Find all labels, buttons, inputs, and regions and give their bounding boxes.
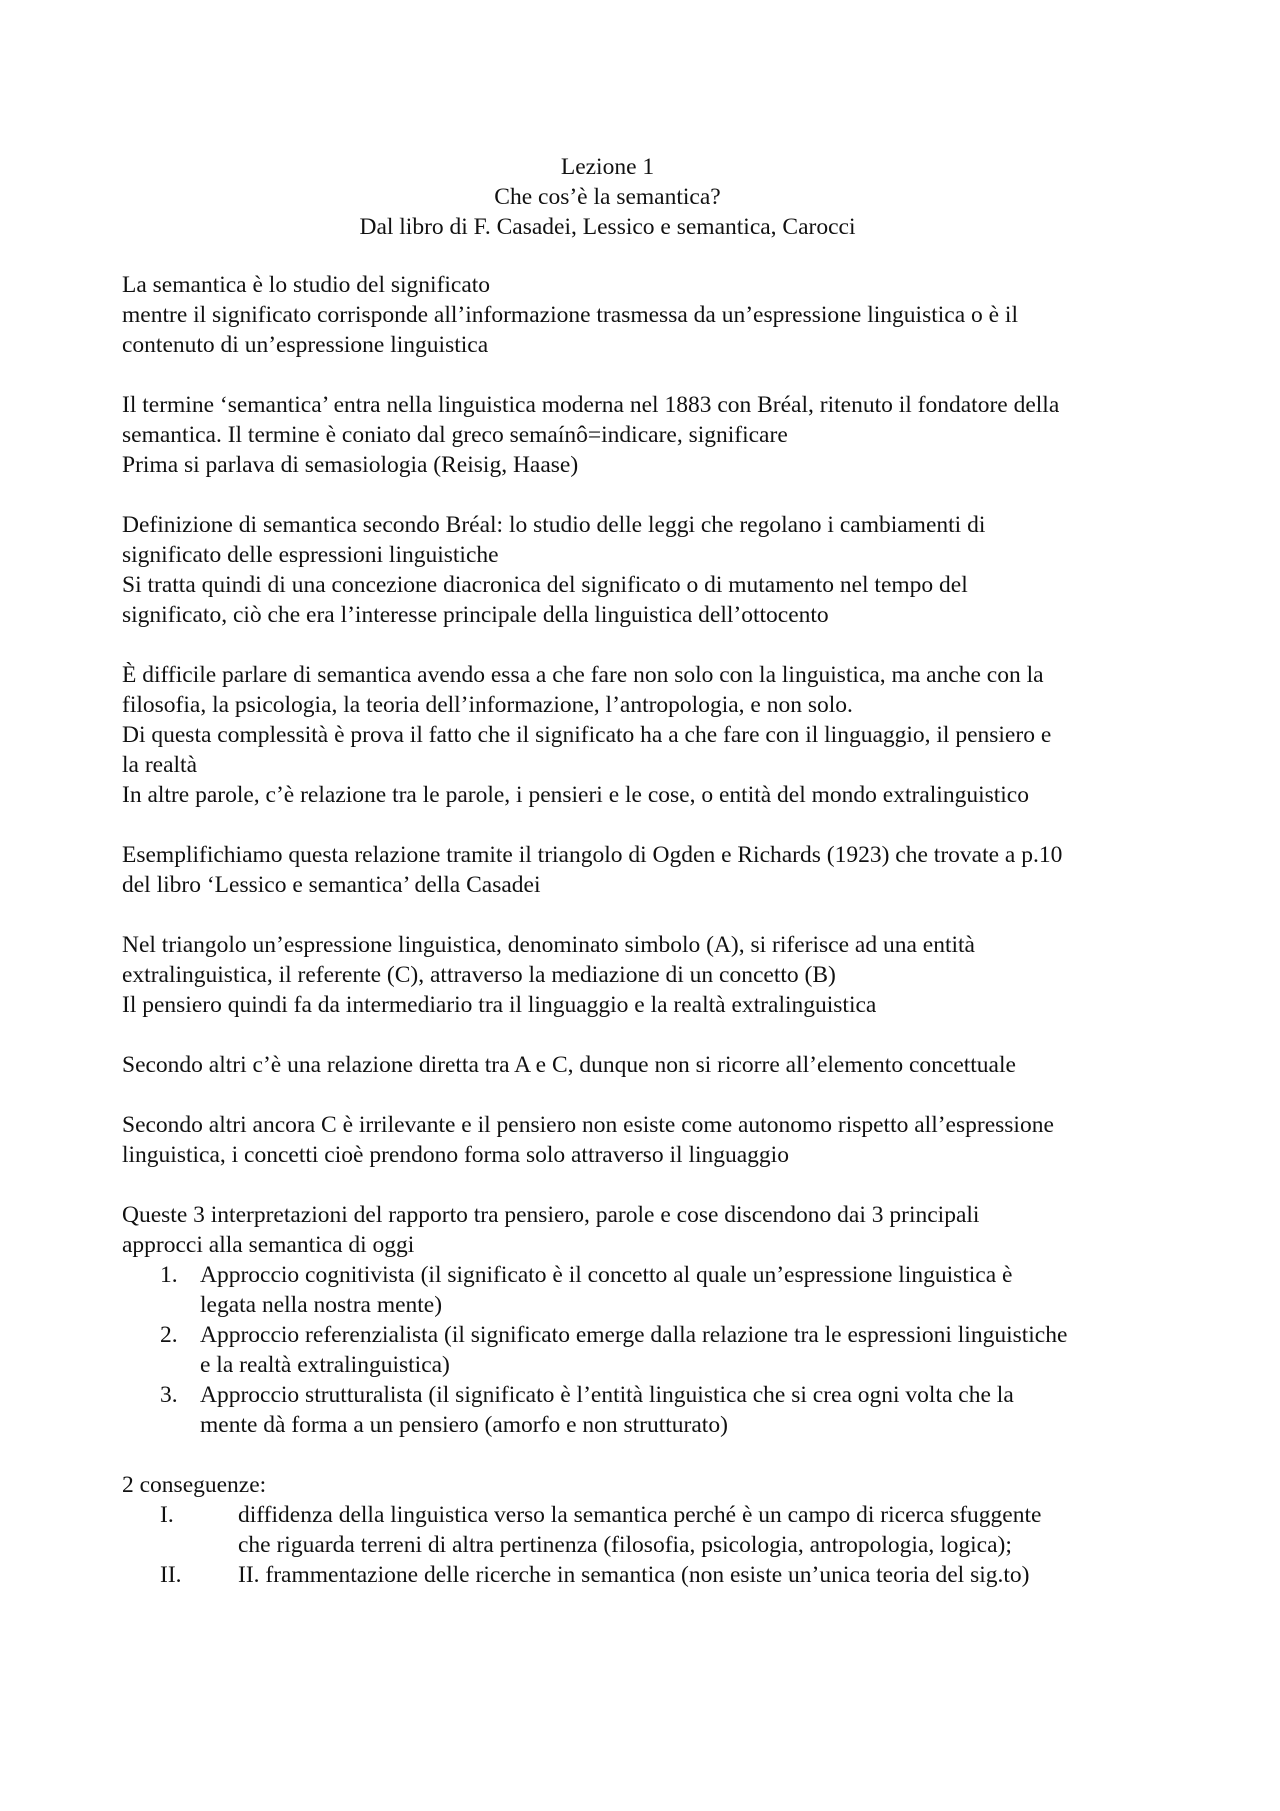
text-line: Si tratta quindi di una concezione diacronica del significato o di mutamento nel tempo del [122, 572, 968, 598]
text-line: extralinguistica, il referente (C), attraverso la mediazione di un concetto (B) [122, 962, 836, 988]
approaches-list [122, 1260, 1172, 1440]
paragraph-breal-definition [122, 510, 1172, 630]
text-line: diffidenza della linguistica verso la semantica perché è un campo di ricerca sfuggente [238, 1502, 1042, 1528]
text-line: del libro ‘Lessico e semantica’ della Casadei [122, 872, 541, 898]
paragraph-triangle-intro [122, 840, 1172, 900]
text-line: Approccio strutturalista (il significato è l’entità linguistica che si crea ogni volta che la [200, 1382, 1014, 1408]
list-item [122, 1500, 1172, 1560]
list-item [122, 1560, 1172, 1590]
text-line: È difficile parlare di semantica avendo essa a che fare non solo con la linguistica, ma anche con la [122, 662, 1044, 688]
paragraph-direct-relation [122, 1050, 1172, 1080]
paragraph-term-origin [122, 390, 1172, 480]
approaches-section [122, 1200, 1172, 1440]
text-line: la realtà [122, 752, 198, 778]
paragraph-complexity [122, 660, 1172, 810]
text-line: Il pensiero quindi fa da intermediario tra il linguaggio e la realtà extralinguistica [122, 992, 877, 1018]
text-line: linguistica, i concetti cioè prendono forma solo attraverso il linguaggio [122, 1142, 789, 1168]
list-marker: 3. [160, 1382, 178, 1408]
text-line: Nel triangolo un’espressione linguistica, denominato simbolo (A), si riferisce ad una entità [122, 932, 975, 958]
text-line: contenuto di un’espressione linguistica [122, 332, 489, 358]
text-line: e la realtà extralinguistica) [200, 1352, 450, 1378]
text-line: Prima si parlava di semasiologia (Reisig, Haase) [122, 452, 579, 478]
text-line: Approccio referenzialista (il significato emerge dalla relazione tra le espressioni linguistiche [200, 1322, 1068, 1348]
page-title: Che cos’è la semantica? [494, 184, 721, 210]
list-marker: 2. [160, 1322, 178, 1348]
text-line: mente dà forma a un pensiero (amorfo e non strutturato) [200, 1412, 728, 1438]
text-line: filosofia, la psicologia, la teoria dell’informazione, l’antropologia, e non solo. [122, 692, 853, 718]
document-body [122, 270, 1172, 1620]
text-line: semantica. Il termine è coniato dal greco semaínô=indicare, significare [122, 422, 788, 448]
text-line: significato, ciò che era l’interesse principale della linguistica dell’ottocento [122, 602, 829, 628]
text-line: legata nella nostra mente) [200, 1292, 443, 1318]
text-line: 2 conseguenze: [122, 1472, 267, 1498]
text-line: Approccio cognitivista (il significato è il concetto al quale un’espressione linguistica è [200, 1262, 1013, 1288]
text-line: Secondo altri ancora C è irrilevante e il pensiero non esiste come autonomo rispetto all’espressione [122, 1112, 1054, 1138]
paragraph-triangle [122, 930, 1172, 1020]
text-line: II. frammentazione delle ricerche in semantica (non esiste un’unica teoria del sig.to) [238, 1562, 1030, 1588]
text-line: Di questa complessità è prova il fatto che il significato ha a che fare con il linguaggio, il pensiero e [122, 722, 1052, 748]
list-marker: 1. [160, 1262, 178, 1288]
text-line: Definizione di semantica secondo Bréal: lo studio delle leggi che regolano i cambiamenti di [122, 512, 986, 538]
text-line: In altre parole, c’è relazione tra le parole, i pensieri e le cose, o entità del mondo extralinguistico [122, 782, 1029, 808]
text-line: significato delle espressioni linguistiche [122, 542, 499, 568]
text-line: Il termine ‘semantica’ entra nella linguistica moderna nel 1883 con Bréal, ritenuto il fondatore della [122, 392, 1060, 418]
lesson-label: Lezione 1 [560, 154, 655, 180]
text-line: Esemplifichiamo questa relazione tramite il triangolo di Ogden e Richards (1923) che trovate a p.10 [122, 842, 1063, 868]
consequences-section [122, 1470, 1172, 1590]
list-marker: II. [160, 1562, 182, 1588]
text-line: mentre il significato corrisponde all’informazione trasmessa da un’espressione linguistica o è il [122, 302, 1018, 328]
text-line: Secondo altri c’è una relazione diretta tra A e C, dunque non si ricorre all’elemento concettuale [122, 1052, 1016, 1078]
paragraph-definition [122, 270, 1172, 360]
text-line: Queste 3 interpretazioni del rapporto tra pensiero, parole e cose discendono dai 3 principali [122, 1202, 980, 1228]
list-marker: I. [160, 1502, 174, 1528]
source-reference: Dal libro di F. Casadei, Lessico e semantica, Carocci [359, 214, 856, 240]
list-item [122, 1260, 1172, 1320]
list-item [122, 1320, 1172, 1380]
text-line: La semantica è lo studio del significato [122, 272, 491, 298]
text-line: che riguarda terreni di altra pertinenza (filosofia, psicologia, antropologia, logica); [238, 1532, 1012, 1558]
document-header [0, 152, 1215, 242]
paragraph-c-irrelevant [122, 1110, 1172, 1170]
consequences-list [122, 1500, 1172, 1590]
list-item [122, 1380, 1172, 1440]
text-line: approcci alla semantica di oggi [122, 1232, 415, 1258]
